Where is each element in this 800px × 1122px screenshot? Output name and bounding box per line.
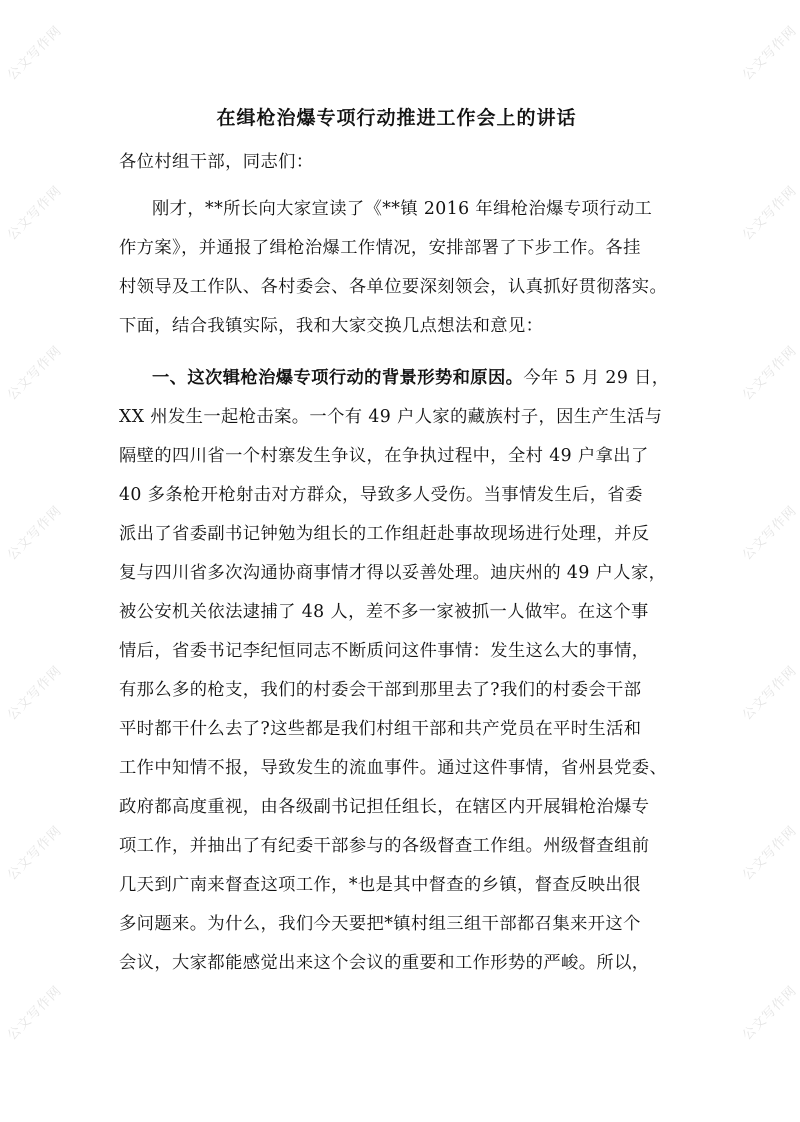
watermark-right — [733, 0, 800, 1122]
watermark-text: 公文写作网 — [739, 23, 800, 84]
salutation: 各位村组干部，同志们： — [119, 152, 314, 172]
paragraph-line: XX 州发生一起枪击案。一个有 49 户人家的藏族村子，因生产生活与 — [119, 407, 663, 427]
document-title: 在缉枪治爆专项行动推进工作会上的讲话 — [216, 107, 577, 129]
section-heading-line — [152, 366, 669, 390]
paragraph-line: 几天到广南来督查这项工作，*也是其中督查的乡镇，督查反映出很 — [119, 875, 641, 895]
watermark-text: 公文写作网 — [739, 983, 800, 1044]
watermark-text: 公文写作网 — [4, 343, 65, 404]
paragraph-line: 下面，结合我镇实际，我和大家交换几点想法和意见： — [119, 316, 544, 336]
watermark-text: 公文写作网 — [739, 663, 800, 724]
watermark-left — [0, 0, 65, 1122]
paragraph-line: 项工作，并抽出了有纪委干部参与的各级督查工作组。州级督查组前 — [119, 836, 650, 856]
paragraph-line: 多问题来。为什么，我们今天要把*镇村组三组干部都召集来开这个 — [119, 914, 641, 934]
paragraph-line: 平时都干什么去了?这些都是我们村组干部和共产党员在平时生活和 — [119, 719, 642, 739]
paragraph-line: 刚才，**所长向大家宣读了《**镇 2016 年缉枪治爆专项行动工 — [152, 199, 653, 219]
watermark-text: 公文写作网 — [739, 343, 800, 404]
paragraph-line: 会议，大家都能感觉出来这个会议的重要和工作形势的严峻。所以， — [119, 953, 650, 973]
paragraph-line: 有那么多的枪支，我们的村委会干部到那里去了?我们的村委会干部 — [119, 680, 642, 700]
paragraph-line: 作方案》，并通报了缉枪治爆工作情况，安排部署了下步工作。各挂 — [119, 238, 641, 258]
paragraph-line: 40 多条枪开枪射击对方群众，导致多人受伤。当事情发生后，省委 — [119, 485, 643, 505]
paragraph-line: 被公安机关依法逮捕了 48 人，差不多一家被抓一人做牢。在这个事 — [119, 602, 649, 622]
section-line-rest: 今年 5 月 29 日， — [523, 368, 670, 388]
paragraph-line: 村领导及工作队、各村委会、各单位要深刻领会，认真抓好贯彻落实。 — [119, 277, 668, 297]
paragraph-line: 复与四川省多次沟通协商事情才得以妥善处理。迪庆州的 49 户人家， — [119, 563, 667, 583]
paragraph-line: 工作中知情不报，导致发生的流血事件。通过这件事情，省州县党委、 — [119, 758, 668, 778]
watermark-text: 公文写作网 — [739, 183, 800, 244]
watermark-text: 公文写作网 — [4, 23, 65, 84]
watermark-text: 公文写作网 — [739, 823, 800, 884]
paragraph-line: 隔壁的四川省一个村寨发生争议，在争执过程中，全村 49 户拿出了 — [119, 446, 649, 466]
paragraph-line: 情后，省委书记李纪恒同志不断质问这件事情：发生这么大的事情， — [119, 641, 650, 661]
section-heading: 一、这次辑枪治爆专项行动的背景形势和原因。 — [152, 368, 524, 388]
watermark-text: 公文写作网 — [4, 663, 65, 724]
paragraph-line: 派出了省委副书记钟勉为组长的工作组赶赴事故现场进行处理，并反 — [119, 524, 650, 544]
paragraph-line: 政府都高度重视，由各级副书记担任组长，在辖区内开展辑枪治爆专 — [119, 797, 650, 817]
watermark-text: 公文写作网 — [4, 503, 65, 564]
watermark-text: 公文写作网 — [4, 823, 65, 884]
watermark-text: 公文写作网 — [4, 183, 65, 244]
watermark-text: 公文写作网 — [739, 503, 800, 564]
watermark-text: 公文写作网 — [4, 983, 65, 1044]
